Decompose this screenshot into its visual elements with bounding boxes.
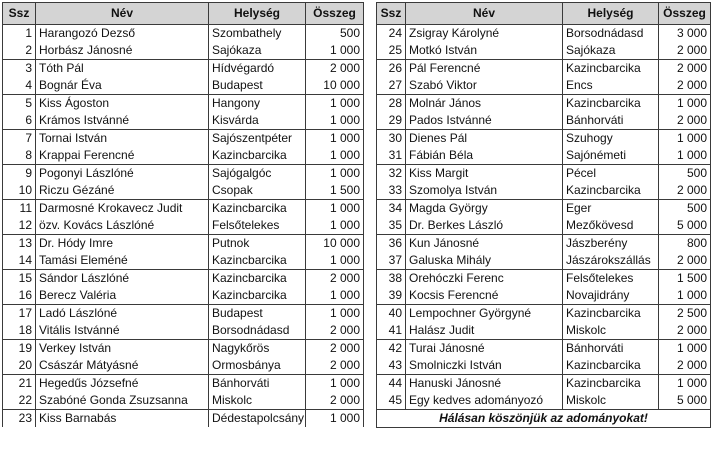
cell-helyseg: Bánhorváti — [563, 340, 659, 358]
table-row — [3, 112, 364, 130]
cell-nev: Vitális Istvánné — [36, 322, 209, 340]
cell-ssz: 16 — [3, 287, 36, 305]
cell-ssz: 19 — [3, 340, 36, 358]
table-row — [3, 60, 364, 78]
cell-ssz: 14 — [3, 252, 36, 270]
cell-helyseg: Budapest — [209, 305, 306, 323]
table-row — [377, 340, 711, 358]
cell-ssz: 29 — [377, 112, 406, 130]
cell-osszeg: 500 — [659, 200, 711, 218]
cell-ssz: 45 — [377, 392, 406, 410]
table-row — [377, 182, 711, 200]
cell-nev: Kiss Ágoston — [36, 95, 209, 113]
table-row — [377, 95, 711, 113]
cell-helyseg: Kazincbarcika — [563, 60, 659, 78]
table-row — [3, 165, 364, 183]
cell-ssz: 33 — [377, 182, 406, 200]
cell-osszeg: 10 000 — [306, 235, 364, 253]
table-row — [3, 375, 364, 393]
cell-osszeg: 800 — [659, 235, 711, 253]
cell-osszeg: 500 — [659, 165, 711, 183]
table-row — [377, 77, 711, 95]
cell-osszeg: 1 000 — [306, 42, 364, 60]
cell-ssz: 23 — [3, 410, 36, 428]
cell-nev: Fábián Béla — [406, 147, 563, 165]
cell-osszeg: 1 000 — [659, 147, 711, 165]
cell-ssz: 4 — [3, 77, 36, 95]
table-row — [3, 270, 364, 288]
cell-osszeg: 1 000 — [306, 95, 364, 113]
header-nev: Név — [406, 3, 563, 25]
table-row — [377, 392, 711, 410]
cell-helyseg: Miskolc — [563, 322, 659, 340]
cell-helyseg: Kazincbarcika — [209, 252, 306, 270]
table-row — [3, 392, 364, 410]
cell-ssz: 15 — [3, 270, 36, 288]
cell-ssz: 27 — [377, 77, 406, 95]
header-helyseg: Helység — [209, 3, 306, 25]
header-row — [377, 3, 711, 25]
cell-nev: Sándor Lászlóné — [36, 270, 209, 288]
cell-helyseg: Kazincbarcika — [563, 95, 659, 113]
cell-osszeg: 1 000 — [306, 147, 364, 165]
header-osszeg: Összeg — [659, 3, 711, 25]
cell-helyseg: Sajónémeti — [563, 147, 659, 165]
table-row — [377, 25, 711, 43]
cell-ssz: 6 — [3, 112, 36, 130]
cell-nev: Kocsis Ferencné — [406, 287, 563, 305]
cell-ssz: 28 — [377, 95, 406, 113]
cell-helyseg: Pécel — [563, 165, 659, 183]
cell-osszeg: 1 000 — [659, 95, 711, 113]
cell-ssz: 31 — [377, 147, 406, 165]
table-row — [3, 235, 364, 253]
cell-osszeg: 3 000 — [659, 25, 711, 43]
cell-osszeg: 1 500 — [306, 182, 364, 200]
cell-helyseg: Sajószentpéter — [209, 130, 306, 148]
cell-nev: Szabóné Gonda Zsuzsanna — [36, 392, 209, 410]
cell-helyseg: Kazincbarcika — [209, 200, 306, 218]
cell-osszeg: 1 000 — [306, 375, 364, 393]
cell-ssz: 36 — [377, 235, 406, 253]
cell-helyseg: Jászárokszállás — [563, 252, 659, 270]
cell-ssz: 1 — [3, 25, 36, 43]
cell-nev: Kiss Barnabás — [36, 410, 209, 428]
cell-helyseg: Bánhorváti — [563, 112, 659, 130]
cell-ssz: 13 — [3, 235, 36, 253]
cell-helyseg: Nagykőrös — [209, 340, 306, 358]
cell-helyseg: Putnok — [209, 235, 306, 253]
table-row — [377, 287, 711, 305]
cell-helyseg: Bánhorváti — [209, 375, 306, 393]
cell-helyseg: Budapest — [209, 77, 306, 95]
cell-helyseg: Kazincbarcika — [209, 287, 306, 305]
cell-osszeg: 2 000 — [659, 357, 711, 375]
cell-ssz: 43 — [377, 357, 406, 375]
header-helyseg: Helység — [563, 3, 659, 25]
cell-ssz: 5 — [3, 95, 36, 113]
cell-osszeg: 2 000 — [659, 182, 711, 200]
cell-nev: Krappai Ferencné — [36, 147, 209, 165]
cell-osszeg: 1 500 — [659, 270, 711, 288]
cell-ssz: 21 — [3, 375, 36, 393]
cell-osszeg: 1 000 — [659, 375, 711, 393]
cell-ssz: 26 — [377, 60, 406, 78]
table-row — [377, 112, 711, 130]
cell-nev: Molnár János — [406, 95, 563, 113]
cell-osszeg: 1 000 — [659, 287, 711, 305]
cell-helyseg: Jászberény — [563, 235, 659, 253]
cell-nev: Darmosné Krokavecz Judit — [36, 200, 209, 218]
cell-osszeg: 1 000 — [659, 130, 711, 148]
table-row — [3, 42, 364, 60]
cell-helyseg: Miskolc — [209, 392, 306, 410]
cell-nev: Horbász Jánosné — [36, 42, 209, 60]
table-row — [3, 340, 364, 358]
cell-nev: Hegedűs Józsefné — [36, 375, 209, 393]
cell-nev: Pados Istvánné — [406, 112, 563, 130]
cell-nev: Egy kedves adományozó — [406, 392, 563, 410]
table-row — [377, 270, 711, 288]
table-row — [3, 147, 364, 165]
table-row — [377, 147, 711, 165]
table-row — [377, 60, 711, 78]
cell-nev: Galuska Mihály — [406, 252, 563, 270]
header-osszeg: Összeg — [306, 3, 364, 25]
cell-nev: Magda György — [406, 200, 563, 218]
cell-nev: Orehóczki Ferenc — [406, 270, 563, 288]
cell-helyseg: Sajókaza — [209, 42, 306, 60]
cell-nev: Dr. Hódy Imre — [36, 235, 209, 253]
cell-ssz: 35 — [377, 217, 406, 235]
cell-nev: Dr. Berkes László — [406, 217, 563, 235]
cell-ssz: 42 — [377, 340, 406, 358]
header-ssz: Ssz — [377, 3, 406, 25]
cell-ssz: 39 — [377, 287, 406, 305]
cell-ssz: 18 — [3, 322, 36, 340]
cell-osszeg: 2 000 — [659, 252, 711, 270]
cell-osszeg: 1 000 — [659, 340, 711, 358]
cell-ssz: 38 — [377, 270, 406, 288]
cell-osszeg: 1 000 — [306, 112, 364, 130]
cell-nev: Krámos Istvánné — [36, 112, 209, 130]
table-row — [3, 357, 364, 375]
cell-nev: Kun Jánosné — [406, 235, 563, 253]
cell-nev: Dienes Pál — [406, 130, 563, 148]
cell-helyseg: Kazincbarcika — [209, 147, 306, 165]
cell-helyseg: Eger — [563, 200, 659, 218]
cell-osszeg: 2 000 — [306, 60, 364, 78]
cell-osszeg: 2 000 — [659, 42, 711, 60]
cell-osszeg: 2 000 — [659, 322, 711, 340]
cell-osszeg: 10 000 — [306, 77, 364, 95]
cell-helyseg: Ormosbánya — [209, 357, 306, 375]
cell-helyseg: Dédestapolcsány — [209, 410, 306, 428]
cell-ssz: 10 — [3, 182, 36, 200]
donor-table-right — [376, 2, 711, 428]
cell-ssz: 8 — [3, 147, 36, 165]
cell-nev: Tóth Pál — [36, 60, 209, 78]
table-row — [377, 305, 711, 323]
cell-nev: Ladó Lászlóné — [36, 305, 209, 323]
cell-osszeg: 2 000 — [306, 392, 364, 410]
cell-ssz: 17 — [3, 305, 36, 323]
cell-osszeg: 1 000 — [306, 252, 364, 270]
cell-helyseg: Novajidrány — [563, 287, 659, 305]
table-row — [377, 165, 711, 183]
header-row — [3, 3, 364, 25]
cell-osszeg: 2 000 — [659, 112, 711, 130]
cell-osszeg: 2 000 — [659, 77, 711, 95]
table-row — [3, 322, 364, 340]
table-row — [377, 322, 711, 340]
cell-ssz: 9 — [3, 165, 36, 183]
cell-helyseg: Sajógalgóc — [209, 165, 306, 183]
table-row — [3, 252, 364, 270]
cell-nev: Turai Jánosné — [406, 340, 563, 358]
table-row — [3, 217, 364, 235]
cell-ssz: 11 — [3, 200, 36, 218]
cell-helyseg: Miskolc — [563, 392, 659, 410]
cell-osszeg: 1 000 — [306, 305, 364, 323]
cell-ssz: 25 — [377, 42, 406, 60]
table-row — [3, 287, 364, 305]
cell-osszeg: 500 — [306, 25, 364, 43]
cell-helyseg: Kazincbarcika — [209, 270, 306, 288]
cell-nev: Tornai István — [36, 130, 209, 148]
table-row — [3, 130, 364, 148]
cell-ssz: 3 — [3, 60, 36, 78]
cell-ssz: 44 — [377, 375, 406, 393]
cell-osszeg: 2 500 — [659, 305, 711, 323]
cell-ssz: 30 — [377, 130, 406, 148]
cell-ssz: 12 — [3, 217, 36, 235]
header-nev: Név — [36, 3, 209, 25]
footer-row — [377, 410, 711, 428]
cell-osszeg: 5 000 — [659, 392, 711, 410]
cell-helyseg: Encs — [563, 77, 659, 95]
cell-nev: Harangozó Dezső — [36, 25, 209, 43]
cell-nev: Hanuski Jánosné — [406, 375, 563, 393]
table-row — [377, 42, 711, 60]
cell-ssz: 41 — [377, 322, 406, 340]
cell-nev: Halász Judit — [406, 322, 563, 340]
table-row — [3, 25, 364, 43]
cell-helyseg: Kazincbarcika — [563, 305, 659, 323]
cell-osszeg: 1 000 — [306, 287, 364, 305]
table-row — [377, 217, 711, 235]
table-row — [3, 305, 364, 323]
cell-ssz: 2 — [3, 42, 36, 60]
cell-helyseg: Felsőtelekes — [563, 270, 659, 288]
donor-table-left — [2, 2, 364, 427]
cell-helyseg: Kazincbarcika — [563, 182, 659, 200]
cell-osszeg: 1 000 — [306, 200, 364, 218]
cell-helyseg: Kazincbarcika — [563, 375, 659, 393]
table-row — [377, 200, 711, 218]
cell-nev: Berecz Valéria — [36, 287, 209, 305]
cell-nev: Smolniczki István — [406, 357, 563, 375]
cell-ssz: 7 — [3, 130, 36, 148]
cell-helyseg: Hídvégardó — [209, 60, 306, 78]
cell-nev: özv. Kovács Lászlóné — [36, 217, 209, 235]
cell-nev: Riczu Gézáné — [36, 182, 209, 200]
cell-helyseg: Mezőkövesd — [563, 217, 659, 235]
cell-nev: Császár Mátyásné — [36, 357, 209, 375]
cell-helyseg: Kazincbarcika — [563, 357, 659, 375]
cell-ssz: 34 — [377, 200, 406, 218]
cell-osszeg: 2 000 — [659, 60, 711, 78]
table-row — [3, 95, 364, 113]
cell-osszeg: 1 000 — [306, 217, 364, 235]
table-row — [377, 357, 711, 375]
cell-osszeg: 2 000 — [306, 322, 364, 340]
cell-osszeg: 2 000 — [306, 270, 364, 288]
cell-osszeg: 1 000 — [306, 410, 364, 428]
table-row — [377, 130, 711, 148]
cell-nev: Szabó Viktor — [406, 77, 563, 95]
table-row — [377, 252, 711, 270]
thanks-note: Hálásan köszönjük az adományokat! — [377, 410, 711, 428]
cell-helyseg: Szombathely — [209, 25, 306, 43]
table-row — [3, 182, 364, 200]
cell-nev: Motkó István — [406, 42, 563, 60]
cell-helyseg: Sajókaza — [563, 42, 659, 60]
table-row — [3, 77, 364, 95]
cell-osszeg: 2 000 — [306, 340, 364, 358]
cell-nev: Bognár Éva — [36, 77, 209, 95]
cell-osszeg: 1 000 — [306, 130, 364, 148]
cell-nev: Szomolya István — [406, 182, 563, 200]
cell-helyseg: Szuhogy — [563, 130, 659, 148]
table-row — [3, 410, 364, 428]
table-row — [377, 375, 711, 393]
cell-nev: Kiss Margit — [406, 165, 563, 183]
cell-osszeg: 1 000 — [306, 165, 364, 183]
cell-ssz: 37 — [377, 252, 406, 270]
table-row — [3, 200, 364, 218]
cell-nev: Pogonyi Lászlóné — [36, 165, 209, 183]
cell-ssz: 22 — [3, 392, 36, 410]
cell-ssz: 40 — [377, 305, 406, 323]
cell-helyseg: Csopak — [209, 182, 306, 200]
cell-nev: Verkey István — [36, 340, 209, 358]
table-row — [377, 235, 711, 253]
cell-nev: Zsigray Károlyné — [406, 25, 563, 43]
cell-helyseg: Borsodnádasd — [209, 322, 306, 340]
cell-helyseg: Hangony — [209, 95, 306, 113]
cell-nev: Tamási Eleméné — [36, 252, 209, 270]
cell-nev: Pál Ferencné — [406, 60, 563, 78]
header-ssz: Ssz — [3, 3, 36, 25]
cell-helyseg: Felsőtelekes — [209, 217, 306, 235]
cell-ssz: 20 — [3, 357, 36, 375]
cell-osszeg: 5 000 — [659, 217, 711, 235]
cell-ssz: 24 — [377, 25, 406, 43]
cell-osszeg: 2 000 — [306, 357, 364, 375]
cell-helyseg: Borsodnádasd — [563, 25, 659, 43]
cell-helyseg: Kisvárda — [209, 112, 306, 130]
cell-nev: Lempochner Györgyné — [406, 305, 563, 323]
cell-ssz: 32 — [377, 165, 406, 183]
